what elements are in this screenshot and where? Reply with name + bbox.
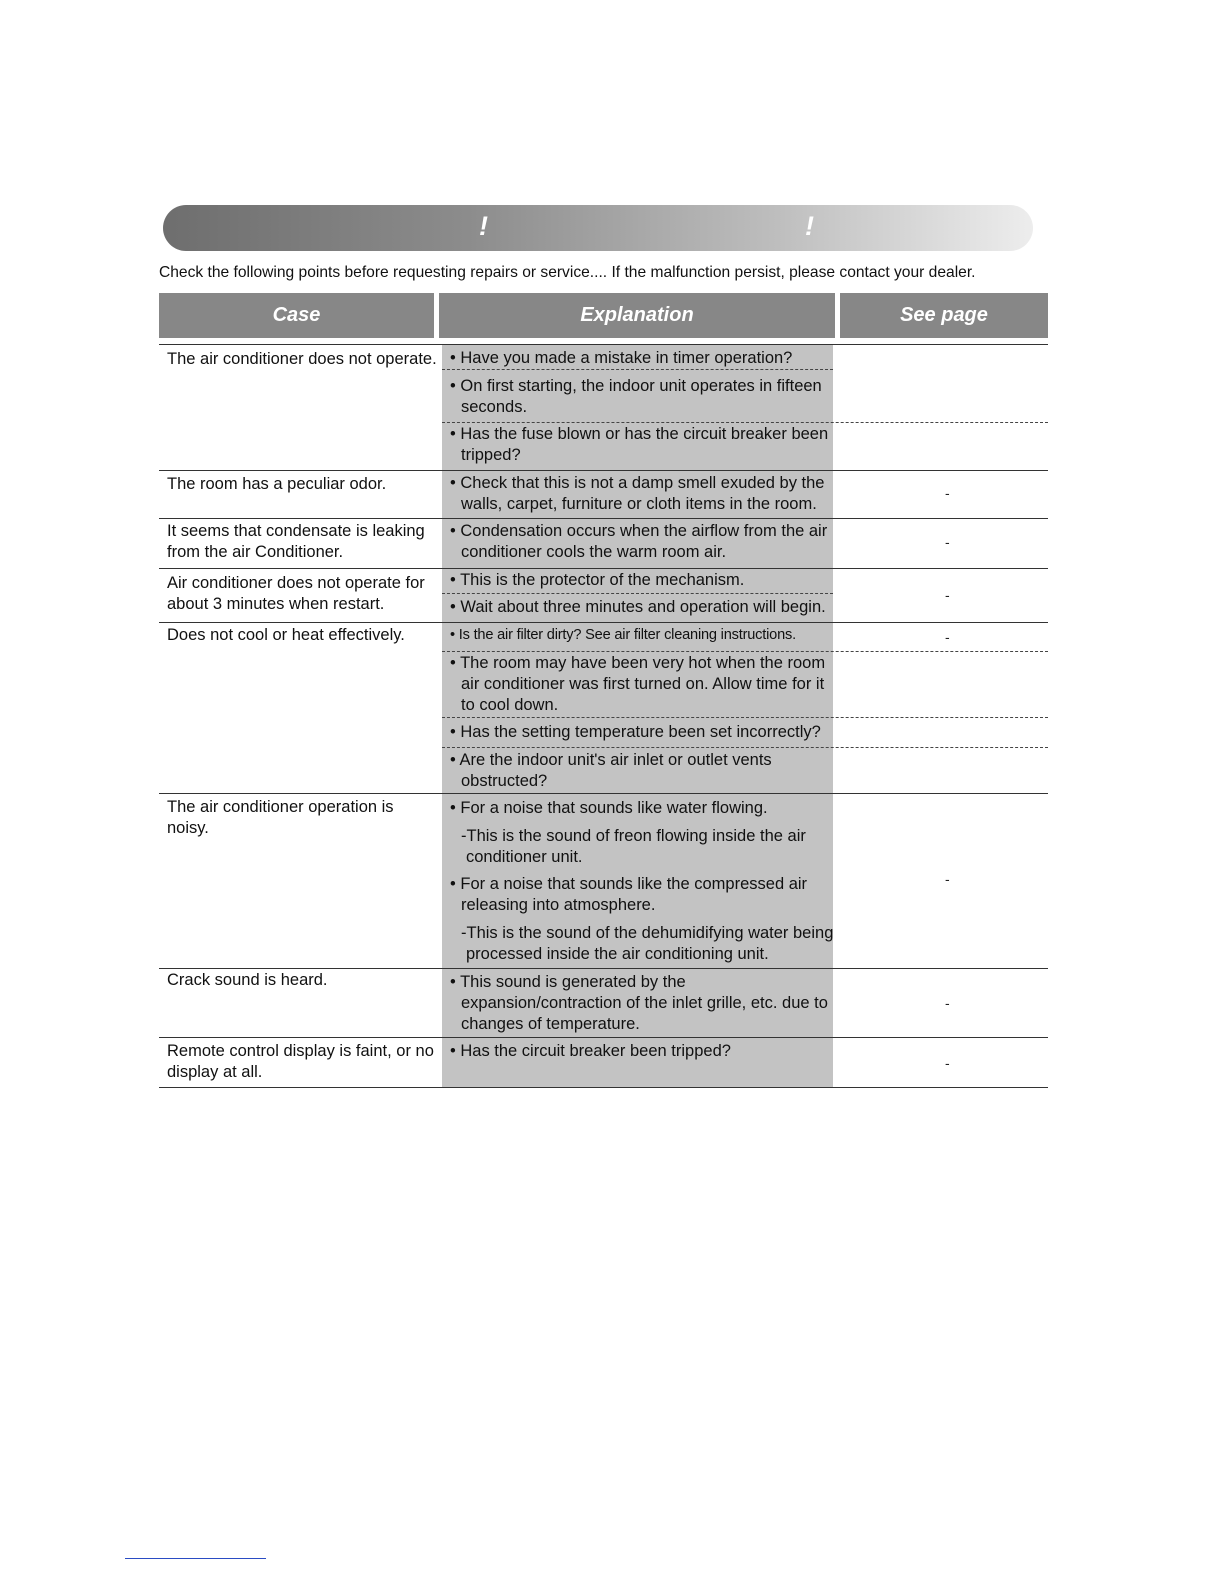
explanation-item: • For a noise that sounds like water flowing. <box>450 799 768 817</box>
explanation-item: • On first starting, the indoor unit operates in fifteen seconds. <box>450 377 822 416</box>
explanation-item: -This is the sound of the dehumidifying water being processed inside the air conditioning unit. <box>461 924 834 963</box>
row-divider <box>159 568 1048 569</box>
case-cell: Remote control display is faint, or no display at all. <box>167 1042 434 1081</box>
sub-divider <box>442 747 1048 748</box>
intro-text: Check the following points before requesting repairs or service.... If the malfunction persist, please contact your dealer. <box>159 264 976 281</box>
row-divider <box>159 793 1048 794</box>
case-cell: The room has a peculiar odor. <box>167 475 387 493</box>
explanation-item: • Wait about three minutes and operation will begin. <box>450 598 826 616</box>
page-ref: - <box>945 534 950 550</box>
row-divider <box>159 968 1048 969</box>
table-top-rule <box>159 344 1048 345</box>
explanation-item: • Condensation occurs when the airflow from the air conditioner cools the warm room air. <box>450 522 828 561</box>
footer-rule <box>125 1558 266 1559</box>
explanation-item: • Has the circuit breaker been tripped? <box>450 1042 731 1060</box>
table-bottom-rule <box>159 1087 1048 1088</box>
header-explanation: Explanation <box>439 293 835 338</box>
explanation-item: • The room may have been very hot when the room air conditioner was first turned on. Allow time for it to cool down. <box>450 654 826 714</box>
page-ref: - <box>945 1055 950 1071</box>
sub-divider <box>442 717 1048 718</box>
case-cell: Air conditioner does not operate for about 3 minutes when restart. <box>167 574 425 613</box>
banner-mark-right: ! <box>805 211 814 241</box>
explanation-item: -This is the sound of freon flowing inside the air conditioner unit. <box>461 827 806 866</box>
explanation-item: • Is the air filter dirty? See air filter cleaning instructions. <box>450 627 796 643</box>
sub-divider <box>442 593 833 594</box>
section-banner <box>163 205 1033 251</box>
explanation-item: • Are the indoor unit's air inlet or outlet vents obstructed? <box>450 751 772 790</box>
case-cell: It seems that condensate is leaking from the air Conditioner. <box>167 522 425 561</box>
row-divider <box>159 470 1048 471</box>
row-divider <box>159 518 1048 519</box>
sub-divider <box>442 422 1048 423</box>
explanation-item: • Has the fuse blown or has the circuit breaker been tripped? <box>450 425 829 464</box>
explanation-item: • This sound is generated by the expansion/contraction of the inlet grille, etc. due to changes of temperature. <box>450 973 828 1033</box>
page-ref: - <box>945 995 950 1011</box>
sub-divider <box>442 651 1048 652</box>
page-ref: - <box>945 485 950 501</box>
page-ref: - <box>945 587 950 603</box>
banner-mark-left: ! <box>479 211 488 241</box>
page-ref: - <box>945 629 950 645</box>
case-cell: The air conditioner operation is noisy. <box>167 798 394 837</box>
header-see-page: See page <box>840 293 1048 338</box>
explanation-item: • Has the setting temperature been set incorrectly? <box>450 723 821 741</box>
case-cell: Crack sound is heard. <box>167 971 328 989</box>
explanation-item: • This is the protector of the mechanism. <box>450 571 745 589</box>
case-cell: Does not cool or heat effectively. <box>167 626 405 644</box>
explanation-item: • Have you made a mistake in timer operation? <box>450 349 793 367</box>
explanation-item: • Check that this is not a damp smell exuded by the walls, carpet, furniture or cloth items in the room. <box>450 474 825 513</box>
header-case: Case <box>159 293 434 338</box>
row-divider <box>159 622 1048 623</box>
case-cell: The air conditioner does not operate. <box>167 350 437 368</box>
row-divider <box>159 1037 1048 1038</box>
explanation-item: • For a noise that sounds like the compressed air releasing into atmosphere. <box>450 875 808 914</box>
sub-divider <box>442 369 833 370</box>
page-ref: - <box>945 871 950 887</box>
